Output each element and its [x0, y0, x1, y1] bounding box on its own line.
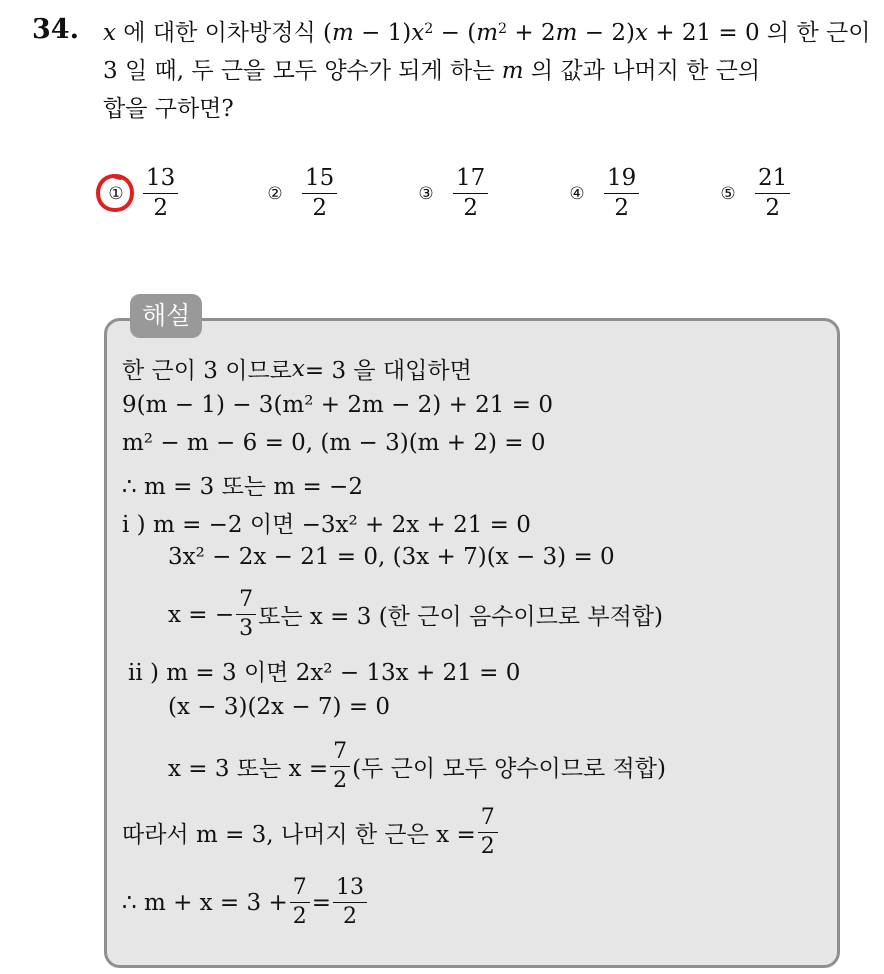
question-number: 34. [32, 14, 79, 45]
solution-line-11: 따라서 m = 3, 나머지 한 근은 x = $\frac{7}{2}$ [122, 806, 500, 859]
choice-5-fraction: $\frac{21}{2}$ [755, 166, 790, 222]
solution-tag: 해설 [130, 294, 202, 338]
question-text [103, 14, 873, 128]
choice-number-5: ⑤ [720, 183, 736, 204]
fraction-7-2-b: $\frac{7}{2}$ [478, 806, 498, 859]
choice-1[interactable] [103, 166, 180, 222]
question-line-3: 합을 구하면? [103, 96, 234, 122]
solution-line-8: ii ) m = 3 이면 2x² − 13x + 21 = 0 [128, 660, 521, 686]
fraction-7-3: $\frac{7}{3}$ [236, 588, 256, 641]
choice-1-fraction: $\frac{13}{2}$ [143, 166, 178, 222]
choice-number-2: ② [267, 183, 283, 204]
solution-line-6: 3x² − 2x − 21 = 0, (3x + 7)(x − 3) = 0 [168, 544, 615, 570]
choice-4[interactable] [564, 166, 641, 222]
solution-line-2: 9(m − 1) − 3(m² + 2m − 2) + 21 = 0 [122, 392, 553, 418]
choice-number-3: ③ [418, 183, 434, 204]
answer-mark-icon [94, 172, 136, 214]
choice-number-1: ① [103, 181, 129, 207]
question-line-2: 3 일 때, 두 근을 모두 양수가 되게 하는 m 의 값과 나머지 한 근의 [103, 58, 761, 84]
solution-line-7: x = − $\frac{7}{3}$ 또는 x = 3 (한 근이 음수이므로 부적합) [168, 587, 663, 642]
solution-line-10: x = 3 또는 x = $\frac{7}{2}$ (두 근이 모두 양수이므로 적합) [168, 739, 666, 794]
solution-line-12: ∴ m + x = 3 + $\frac{7}{2}$ = $\frac{13}{2}$ [122, 876, 369, 929]
choice-3[interactable] [413, 166, 490, 222]
choice-5[interactable] [715, 166, 792, 222]
fraction-7-2-a: $\frac{7}{2}$ [330, 740, 350, 793]
solution-line-9: (x − 3)(2x − 7) = 0 [168, 694, 391, 720]
choice-2-fraction: $\frac{15}{2}$ [302, 166, 337, 222]
choice-3-fraction: $\frac{17}{2}$ [453, 166, 488, 222]
choice-number-4: ④ [569, 183, 585, 204]
fraction-13-2: $\frac{13}{2}$ [333, 876, 367, 929]
choice-2[interactable] [262, 166, 339, 222]
solution-line-3: m² − m − 6 = 0, (m − 3)(m + 2) = 0 [122, 430, 546, 456]
solution-line-1: 한 근이 3 이므로 x = 3 을 대입하면 [122, 355, 472, 384]
fraction-7-2-c: $\frac{7}{2}$ [290, 876, 310, 929]
solution-line-4: ∴ m = 3 또는 m = −2 [122, 474, 363, 500]
question-line-1: x 에 대한 이차방정식 $(m - 1)x^2 - (m^2 + 2m - 2)x + 21 = 0$ 의 한 근이 [103, 20, 871, 46]
answer-choices [0, 166, 884, 236]
choice-4-fraction: $\frac{19}{2}$ [604, 166, 639, 222]
solution-line-5: i ) m = −2 이면 −3x² + 2x + 21 = 0 [122, 512, 531, 538]
